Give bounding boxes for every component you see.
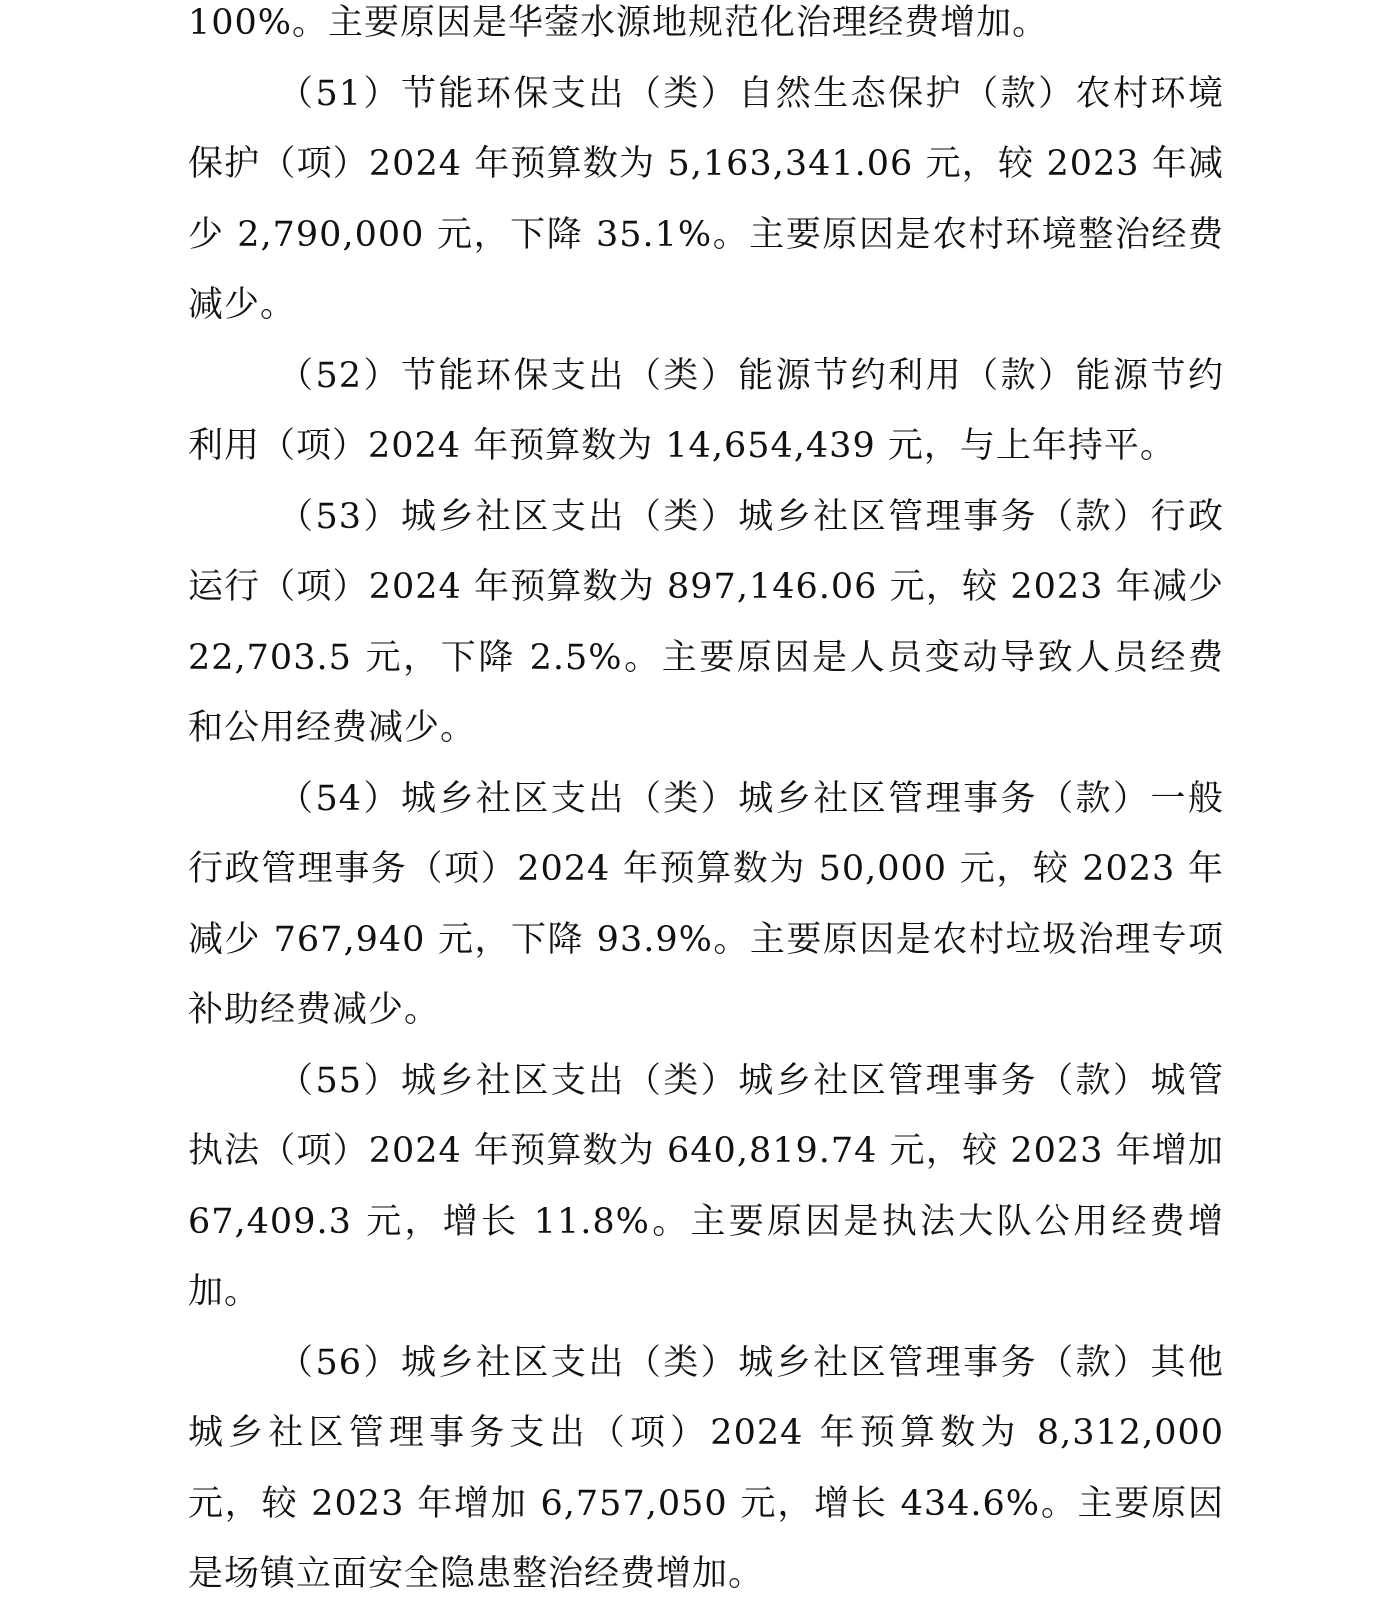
paragraph-continuation: 100%。主要原因是华蓥水源地规范化治理经费增加。	[188, 3, 1049, 43]
paragraph-53: （53）城乡社区支出（类）城乡社区管理事务（款）行政运行（项）2024 年预算数为 897,146.06 元，较 2023 年减少 22,703.5 元，下降 2.5%。主要原因是人员变动导致人员经费和公用经费减少。	[188, 496, 1224, 748]
body-text	[188, 0, 1224, 1610]
paragraph-54: （54）城乡社区支出（类）城乡社区管理事务（款）一般行政管理事务（项）2024 年预算数为 50,000 元，较 2023 年减少 767,940 元，下降 93.9%。主要原因是农村垃圾治理专项补助经费减少。	[188, 778, 1224, 1030]
paragraph-51: （51）节能环保支出（类）自然生态保护（款）农村环境保护（项）2024 年预算数为 5,163,341.06 元，较 2023 年减少 2,790,000 元，下降 35.1%。主要原因是农村环境整治经费减少。	[188, 73, 1224, 325]
paragraph-52: （52）节能环保支出（类）能源节约利用（款）能源节约利用（项）2024 年预算数为 14,654,439 元，与上年持平。	[188, 355, 1224, 466]
paragraph-56: （56）城乡社区支出（类）城乡社区管理事务（款）其他城乡社区管理事务支出（项）2024 年预算数为 8,312,000 元，较 2023 年增加 6,757,050 元，增长 434.6%。主要原因是场镇立面安全隐患整治经费增加。	[188, 1342, 1224, 1594]
paragraph-55: （55）城乡社区支出（类）城乡社区管理事务（款）城管执法（项）2024 年预算数为 640,819.74 元，较 2023 年增加 67,409.3 元，增长 11.8%。主要原因是执法大队公用经费增加。	[188, 1060, 1224, 1312]
